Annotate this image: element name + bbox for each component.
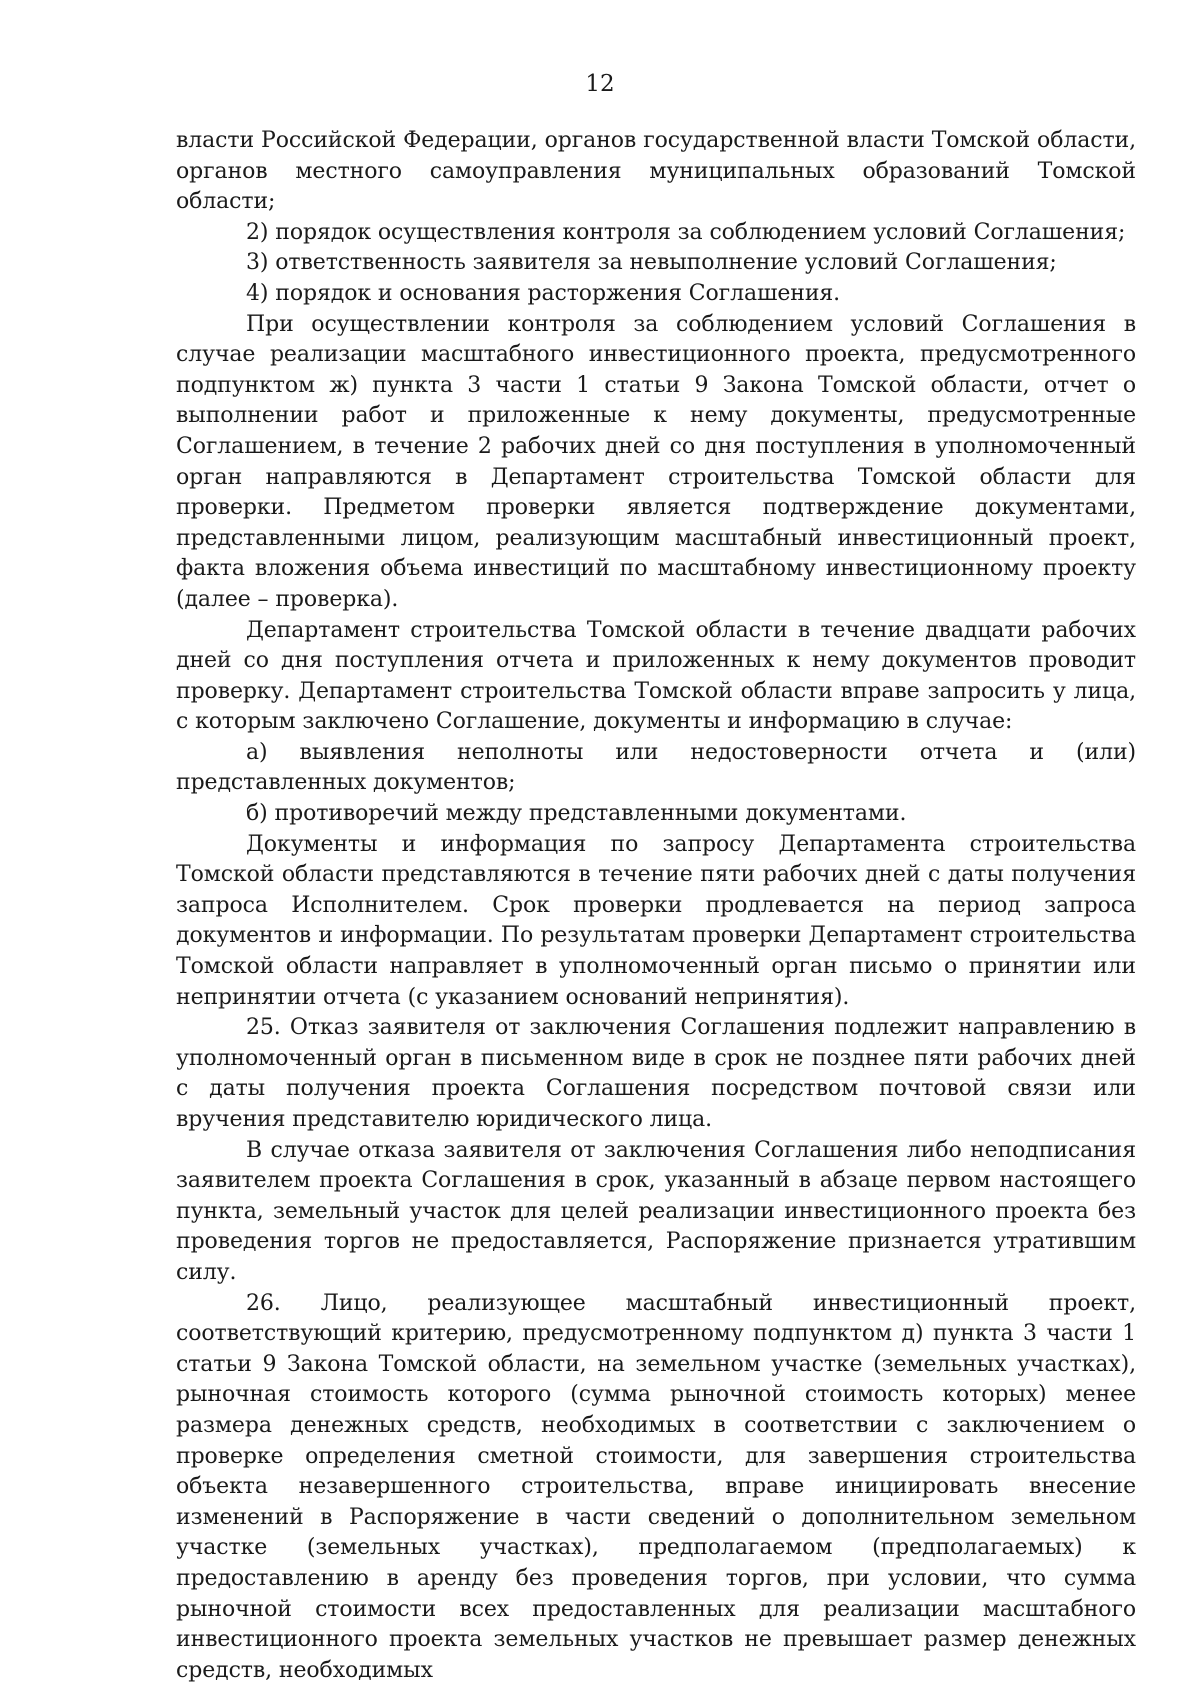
paragraph-documents-request: Документы и информация по запросу Департамента строительства Томской области представляются в течение пяти рабочих дней с даты получения запроса Исполнителем. Срок проверки продлевается на период запроса документов и информации. По результатам проверки Департамент строительства Томской области направляет в уполномоченный орган письмо о принятии или непринятии отчета (с указанием оснований непринятия). — [176, 831, 1136, 1010]
paragraph-refusal: В случае отказа заявителя от заключения Соглашения либо неподписания заявителем проекта Соглашения в срок, указанный в абзаце первом настоящего пункта, земельный участок для целей реализации инвестиционного проекта без проведения торгов не предоставляется, Распоряжение признается утратившим силу. — [176, 1137, 1136, 1285]
paragraph-item-4: 4) порядок и основания расторжения Соглашения. — [246, 280, 841, 306]
page-number: 12 — [585, 71, 615, 97]
paragraph-item-2: 2) порядок осуществления контроля за соблюдением условий Соглашения; — [246, 219, 1126, 245]
paragraph-item-3: 3) ответственность заявителя за невыполнение условий Соглашения; — [246, 250, 1057, 276]
paragraph-department-check: Департамент строительства Томской области в течение двадцати рабочих дней со дня поступления отчета и приложенных к нему документов проводит проверку. Департамент строительства Томской области вправе запросить у лица, с которым заключено Соглашение, документы и информацию в случае: — [176, 617, 1136, 735]
paragraph-clause-25: 25. Отказ заявителя от заключения Соглашения подлежит направлению в уполномоченный орган в письменном виде в срок не позднее пяти рабочих дней с даты получения проекта Соглашения посредством почтовой связи или вручения представителю юридического лица. — [176, 1015, 1136, 1132]
paragraph-case-a: а) выявления неполноты или недостоверности отчета и (или) представленных документов; — [176, 739, 1136, 796]
document-body — [176, 126, 1136, 1686]
paragraph-control: При осуществлении контроля за соблюдением условий Соглашения в случае реализации масштабного инвестиционного проекта, предусмотренного подпунктом ж) пункта 3 части 1 статьи 9 Закона Томской области, отчет о выполнении работ и приложенные к нему документы, предусмотренные Соглашением, в течение 2 рабочих дней со дня поступления в уполномоченный орган направляются в Департамент строительства Томской области для проверки. Предметом проверки является подтверждение документами, представленными лицом, реализующим масштабный инвестиционный проект, факта вложения объема инвестиций по масштабному инвестиционному проекту (далее – проверка). — [176, 311, 1136, 612]
paragraph-continuation: власти Российской Федерации, органов государственной власти Томской области, органов местного самоуправления муниципальных образований Томской области; — [176, 128, 1136, 215]
paragraph-clause-26: 26. Лицо, реализующее масштабный инвестиционный проект, соответствующий критерию, предусмотренному подпунктом д) пункта 3 части 1 статьи 9 Закона Томской области, на земельном участке (земельных участках), рыночная стоимость которого (сумма рыночной стоимость которых) менее размера денежных средств, необходимых в соответствии с заключением о проверке определения сметной стоимости, для завершения строительства объекта незавершенного строительства, вправе инициировать внесение изменений в Распоряжение в части сведений о дополнительном земельном участке (земельных участках), предполагаемом (предполагаемых) к предоставлению в аренду без проведения торгов, при условии, что сумма рыночной стоимости всех предоставленных для реализации масштабного инвестиционного проекта земельных участков не превышает размер денежных средств, необходимых — [176, 1290, 1136, 1683]
paragraph-case-b: б) противоречий между представленными документами. — [246, 801, 907, 827]
